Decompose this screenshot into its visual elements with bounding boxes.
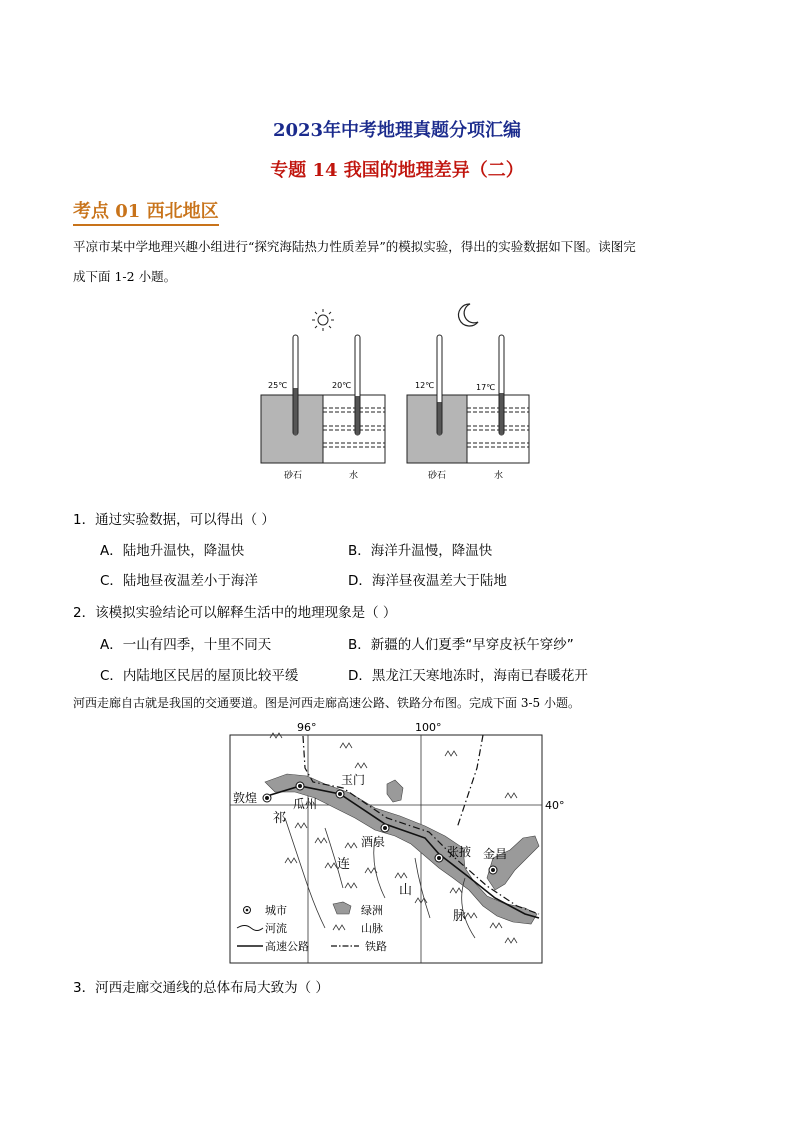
passage-2: 河西走廊自古就是我国的交通要道。图是河西走廊高速公路、铁路分布图。完成下面 3-5 小题。 [73, 696, 580, 710]
city-dunhuang: 敦煌 [233, 791, 258, 805]
legend-oasis: 绿洲 [361, 904, 383, 917]
night-water-label: 水 [494, 471, 504, 481]
legend-highway: 高速公路 [265, 940, 309, 953]
question-1-option-d[interactable]: D．海洋昼夜温差大于陆地 [348, 573, 507, 589]
lon-100-label: 100° [415, 721, 442, 734]
night-water-temp: 17℃ [476, 383, 496, 392]
lat-40-label: 40° [545, 799, 565, 812]
night-experiment [407, 335, 529, 463]
range-char-mai: 脉 [453, 909, 467, 924]
city-zhangye: 张掖 [447, 845, 472, 859]
range-char-qi: 祁 [273, 811, 287, 826]
range-char-lian: 连 [337, 857, 351, 872]
day-water-label: 水 [349, 471, 359, 481]
question-2-option-c[interactable]: C．内陆地区民居的屋顶比较平缓 [100, 668, 299, 684]
city-jiuquan: 酒泉 [361, 835, 386, 849]
moon-icon [459, 304, 478, 326]
question-1-stem: 1．通过实验数据，可以得出（ ） [73, 512, 275, 528]
legend-mountain: 山脉 [361, 922, 383, 935]
legend-city: 城市 [265, 904, 287, 917]
question-1-option-c[interactable]: C．陆地昼夜温差小于海洋 [100, 573, 258, 589]
question-2-stem: 2．该模拟实验结论可以解释生活中的地理现象是（ ） [73, 605, 397, 621]
question-1-option-b[interactable]: B．海洋升温慢，降温快 [348, 543, 493, 559]
document-title: 2023年中考地理真题分项汇编 [272, 120, 522, 141]
city-guazhou: 瓜州 [293, 797, 318, 811]
legend-railway: 铁路 [365, 940, 387, 953]
question-1-option-a[interactable]: A．陆地升温快，降温快 [100, 543, 245, 559]
hexi-corridor-map [225, 718, 575, 968]
question-2-option-a[interactable]: A．一山有四季，十里不同天 [100, 637, 272, 653]
passage-1-line-1: 平凉市某中学地理兴趣小组进行“探究海陆热力性质差异”的模拟实验，得出的实验数据如下图。读图完 [73, 239, 636, 254]
city-yumen: 玉门 [341, 773, 366, 787]
document-subtitle: 专题 14 我国的地理差异（二） [270, 160, 524, 181]
day-sand-label: 砂石 [284, 471, 303, 481]
day-water-temp: 20℃ [332, 381, 352, 390]
day-sand-temp: 25℃ [268, 381, 288, 390]
question-3-stem: 3．河西走廊交通线的总体布局大致为（ ） [73, 980, 329, 996]
lon-96-label: 96° [297, 721, 317, 734]
passage-1-line-2: 成下面 1-2 小题。 [73, 269, 177, 284]
legend-river: 河流 [265, 922, 287, 935]
city-jinchang: 金昌 [483, 847, 508, 861]
range-char-shan: 山 [399, 883, 413, 898]
day-experiment [261, 335, 385, 463]
question-2-option-b[interactable]: B．新疆的人们夏季“早穿皮袄午穿纱” [348, 637, 574, 653]
night-sand-label: 砂石 [428, 471, 447, 481]
sun-icon [312, 309, 334, 331]
section-heading: 考点 01 西北地区 [73, 197, 219, 226]
experiment-figure [258, 300, 534, 485]
night-sand-temp: 12℃ [415, 381, 435, 390]
question-2-option-d[interactable]: D．黑龙江天寒地冻时，海南已春暖花开 [348, 668, 588, 684]
